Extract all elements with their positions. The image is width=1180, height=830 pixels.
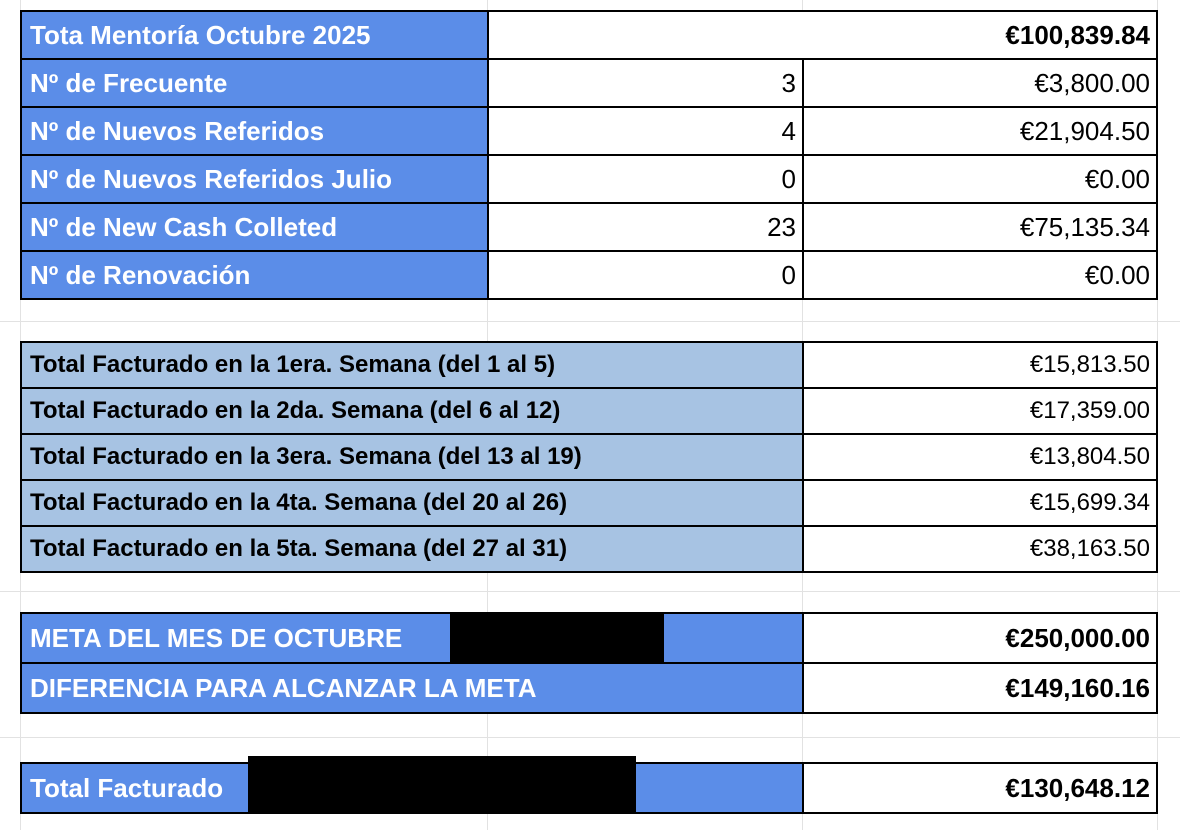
- summary-row-label-cell[interactable]: [20, 154, 489, 204]
- diff-amount: €149,160.16: [1005, 672, 1150, 703]
- summary-row-amount: €75,135.34: [1019, 211, 1150, 242]
- summary-row-amount-cell[interactable]: [802, 106, 1158, 156]
- summary-row-amount: €0.00: [1084, 259, 1150, 290]
- weekly-amount-cell[interactable]: [802, 525, 1158, 573]
- summary-row-label: Nº de New Cash Colleted: [30, 211, 338, 242]
- summary-header-total: €100,839.84: [1005, 19, 1150, 50]
- weekly-label-cell[interactable]: [20, 433, 804, 481]
- weekly-label-cell[interactable]: [20, 479, 804, 527]
- weekly-label: Total Facturado en la 3era. Semana (del 13 al 19): [30, 443, 582, 470]
- gridline: [0, 737, 1180, 738]
- gridline: [0, 321, 1180, 322]
- weekly-label: Total Facturado en la 4ta. Semana (del 20 al 26): [30, 489, 568, 516]
- summary-header-label-cell[interactable]: [20, 10, 489, 60]
- total-amount: €130,648.12: [1005, 772, 1150, 803]
- summary-row-count: 4: [781, 115, 796, 146]
- meta-amount-cell[interactable]: [802, 612, 1158, 664]
- summary-row-count-cell[interactable]: [487, 58, 804, 108]
- total-label: Total Facturado: [30, 772, 224, 803]
- weekly-amount: €17,359.00: [1029, 397, 1150, 424]
- summary-row-amount-cell[interactable]: [802, 202, 1158, 252]
- summary-row-count-cell[interactable]: [487, 154, 804, 204]
- summary-row-label-cell[interactable]: [20, 58, 489, 108]
- weekly-label-cell[interactable]: [20, 341, 804, 389]
- summary-header-total-cell[interactable]: [487, 10, 1158, 60]
- summary-row-amount: €21,904.50: [1019, 115, 1150, 146]
- weekly-label-cell[interactable]: [20, 525, 804, 573]
- weekly-label: Total Facturado en la 2da. Semana (del 6 al 12): [30, 397, 561, 424]
- weekly-amount: €13,804.50: [1029, 443, 1150, 470]
- summary-row-label: Nº de Nuevos Referidos: [30, 115, 325, 146]
- summary-row-count: 3: [781, 67, 796, 98]
- weekly-amount: €15,699.34: [1029, 489, 1150, 516]
- diff-amount-cell[interactable]: [802, 662, 1158, 714]
- meta-label-cell[interactable]: [20, 612, 804, 664]
- weekly-label-cell[interactable]: [20, 387, 804, 435]
- summary-row-label-cell[interactable]: [20, 202, 489, 252]
- weekly-amount-cell[interactable]: [802, 387, 1158, 435]
- weekly-amount: €15,813.50: [1029, 351, 1150, 378]
- meta-amount: €250,000.00: [1005, 622, 1150, 653]
- summary-row-amount: €0.00: [1084, 163, 1150, 194]
- redaction-box: [450, 612, 664, 668]
- weekly-amount-cell[interactable]: [802, 479, 1158, 527]
- summary-row-count-cell[interactable]: [487, 106, 804, 156]
- total-amount-cell[interactable]: [802, 762, 1158, 814]
- diff-label-cell[interactable]: [20, 662, 804, 714]
- summary-header-label: Tota Mentoría Octubre 2025: [30, 19, 371, 50]
- summary-row-label: Nº de Nuevos Referidos Julio: [30, 163, 393, 194]
- redaction-box: [248, 756, 636, 814]
- diff-label: DIFERENCIA PARA ALCANZAR LA META: [30, 672, 537, 703]
- summary-row-amount-cell[interactable]: [802, 58, 1158, 108]
- summary-row-label: Nº de Renovación: [30, 259, 251, 290]
- summary-row-count-cell[interactable]: [487, 250, 804, 300]
- summary-row-amount: €3,800.00: [1034, 67, 1150, 98]
- summary-row-amount-cell[interactable]: [802, 154, 1158, 204]
- weekly-amount-cell[interactable]: [802, 341, 1158, 389]
- summary-row-label-cell[interactable]: [20, 250, 489, 300]
- weekly-label: Total Facturado en la 5ta. Semana (del 27 al 31): [30, 535, 568, 562]
- summary-row-count: 23: [767, 211, 796, 242]
- weekly-amount-cell[interactable]: [802, 433, 1158, 481]
- summary-row-label-cell[interactable]: [20, 106, 489, 156]
- weekly-amount: €38,163.50: [1029, 535, 1150, 562]
- summary-row-count: 0: [781, 259, 796, 290]
- meta-label: META DEL MES DE OCTUBRE: [30, 622, 403, 653]
- summary-row-count-cell[interactable]: [487, 202, 804, 252]
- gridline: [0, 591, 1180, 592]
- summary-row-amount-cell[interactable]: [802, 250, 1158, 300]
- weekly-label: Total Facturado en la 1era. Semana (del 1 al 5): [30, 351, 556, 378]
- summary-row-count: 0: [781, 163, 796, 194]
- summary-row-label: Nº de Frecuente: [30, 67, 228, 98]
